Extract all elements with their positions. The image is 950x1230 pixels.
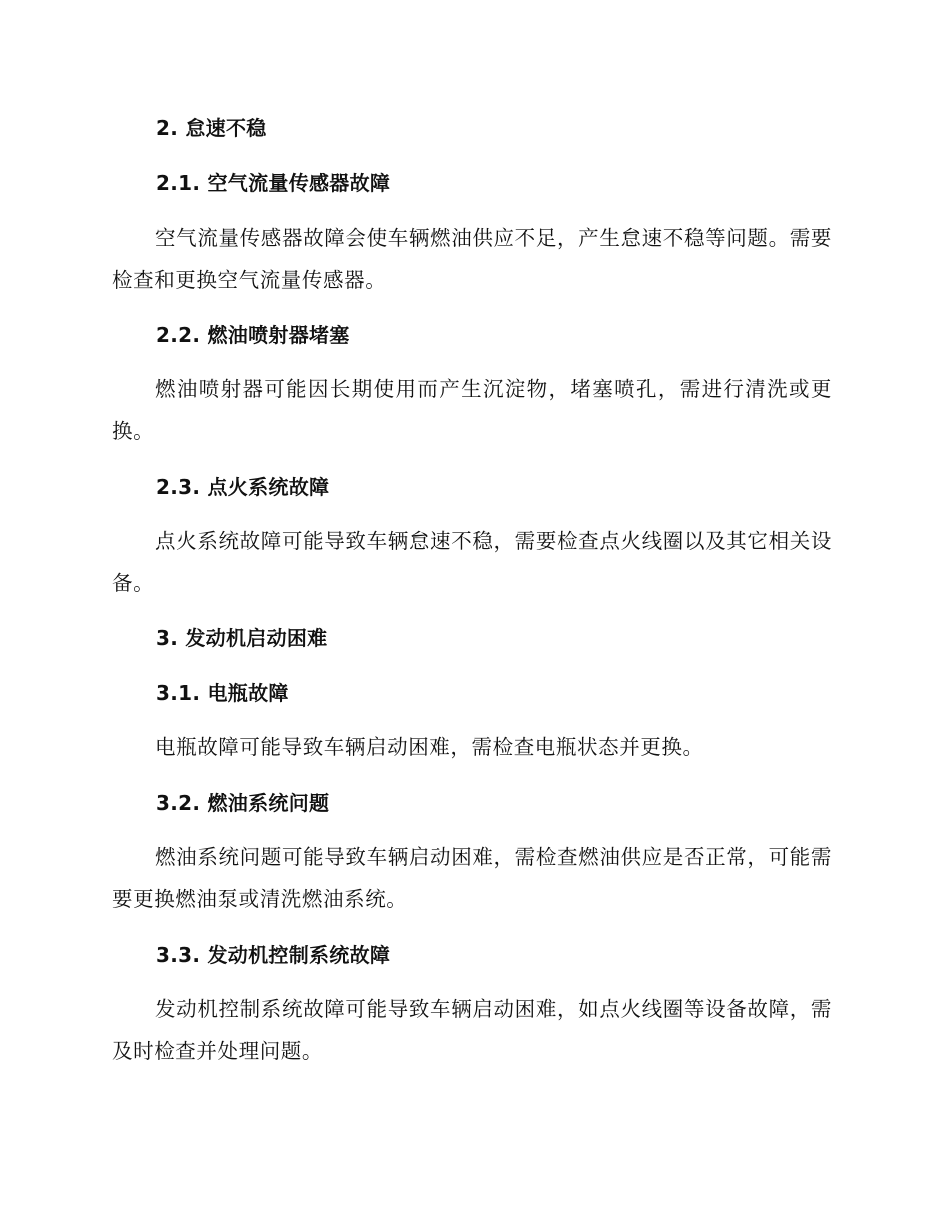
paragraph-engine-control: 发动机控制系统故障可能导致车辆启动困难，如点火线圈等设备故障，需及时检查并处理问题。 [112, 997, 832, 1063]
subsection-heading-injector-clog: 2.2. 燃油喷射器堵塞 [156, 323, 350, 347]
paragraph-injector-clog: 燃油喷射器可能因长期使用而产生沉淀物，堵塞喷孔，需进行清洗或更换。 [112, 377, 832, 443]
section-heading-hard-start: 3. 发动机启动困难 [156, 626, 328, 650]
subsection-heading-engine-control: 3.3. 发动机控制系统故障 [156, 943, 391, 967]
subsection-heading-battery-fault: 3.1. 电瓶故障 [156, 681, 289, 705]
section-heading-idle-unstable: 2. 怠速不稳 [156, 116, 267, 140]
subsection-heading-ignition-fault: 2.3. 点火系统故障 [156, 475, 330, 499]
paragraph-maf-sensor: 空气流量传感器故障会使车辆燃油供应不足，产生怠速不稳等问题。需要检查和更换空气流量传感器。 [112, 226, 832, 292]
subsection-heading-maf-sensor: 2.1. 空气流量传感器故障 [156, 171, 391, 195]
paragraph-fuel-system: 燃油系统问题可能导致车辆启动困难，需检查燃油供应是否正常，可能需要更换燃油泵或清洗燃油系统。 [112, 845, 832, 911]
paragraph-battery-fault: 电瓶故障可能导致车辆启动困难，需检查电瓶状态并更换。 [155, 735, 704, 759]
paragraph-ignition-fault: 点火系统故障可能导致车辆怠速不稳，需要检查点火线圈以及其它相关设备。 [112, 529, 832, 595]
subsection-heading-fuel-system: 3.2. 燃油系统问题 [156, 791, 330, 815]
